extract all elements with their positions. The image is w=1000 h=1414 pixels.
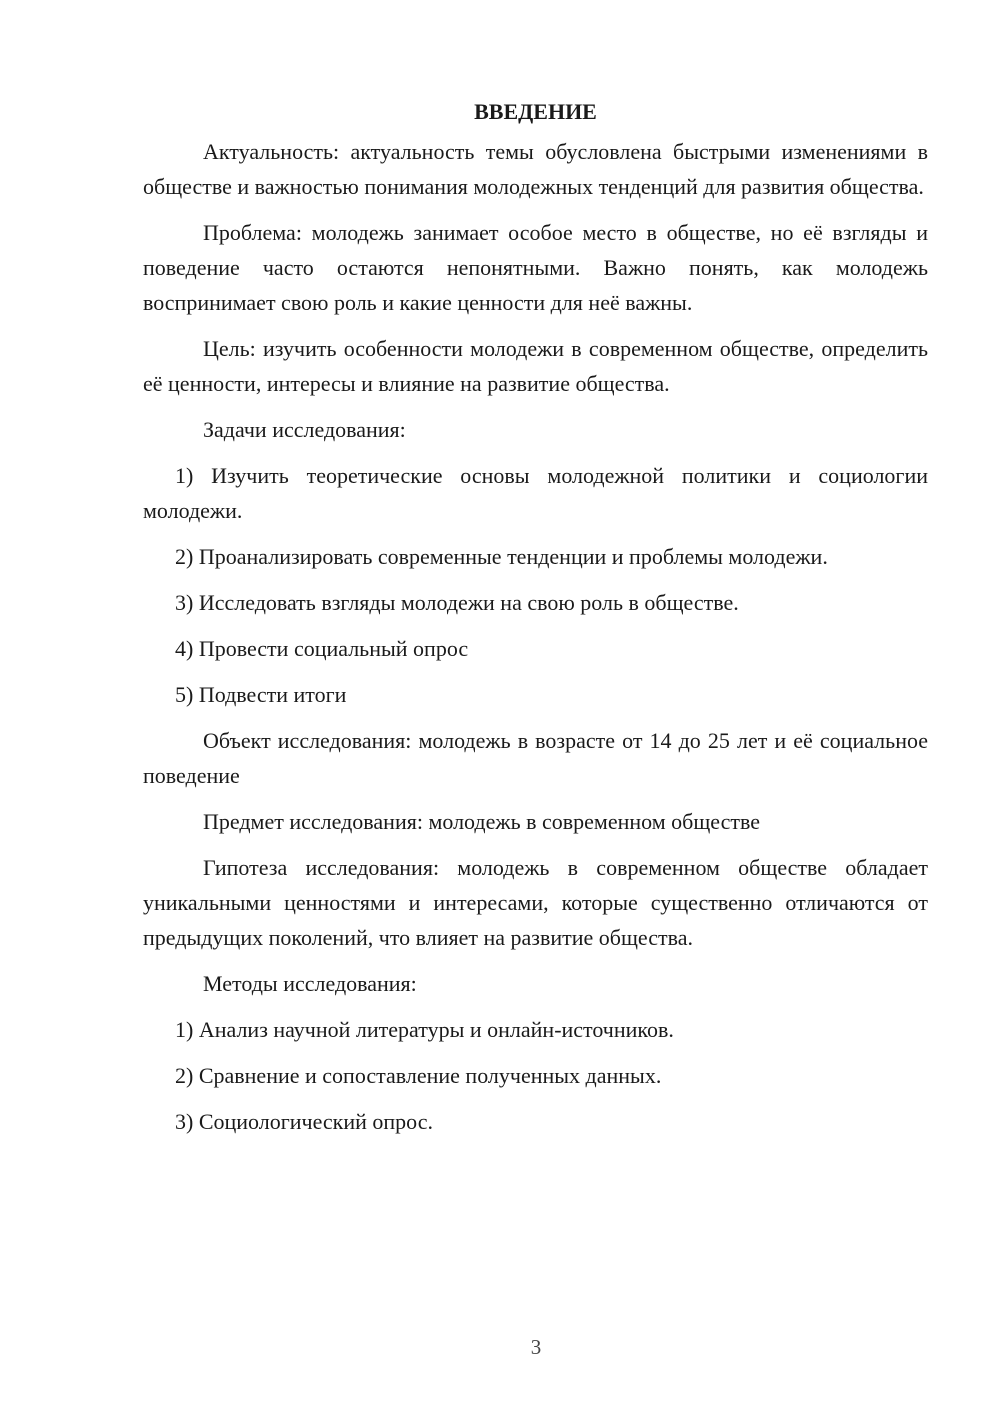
problem-paragraph: Проблема: молодежь занимает особое место в обществе, но её взгляды и поведение часто остаются непонятными. Важно понять, как молодежь воспринимает свою роль и какие ценности для неё важны. <box>143 220 928 315</box>
list-item: 1) Изучить теоретические основы молодежной политики и социологии молодежи. <box>143 463 928 523</box>
methods-title: Методы исследования: <box>203 971 417 996</box>
list-item: 4) Провести социальный опрос <box>175 636 469 661</box>
list-item: 1) Анализ научной литературы и онлайн-источников. <box>175 1017 674 1042</box>
list-item: 5) Подвести итоги <box>175 682 347 707</box>
list-item: 3) Социологический опрос. <box>175 1109 433 1134</box>
list-item: 2) Проанализировать современные тенденции и проблемы молодежи. <box>175 544 828 569</box>
page-content <box>143 94 928 1139</box>
page-number: 3 <box>530 1335 542 1359</box>
goal-paragraph: Цель: изучить особенности молодежи в современном обществе, определить её ценности, интересы и влияние на развитие общества. <box>143 336 928 396</box>
list-item: 3) Исследовать взгляды молодежи на свою роль в обществе. <box>175 590 739 615</box>
tasks-list <box>143 458 928 712</box>
subject-paragraph: Предмет исследования: молодежь в современном обществе <box>203 809 761 834</box>
relevance-paragraph: Актуальность: актуальность темы обусловлена быстрыми изменениями в обществе и важностью понимания молодежных тенденций для развития общества. <box>143 139 928 199</box>
tasks-title: Задачи исследования: <box>203 417 406 442</box>
methods-list <box>143 1012 928 1139</box>
section-heading: ВВЕДЕНИЕ <box>474 99 597 124</box>
hypothesis-paragraph: Гипотеза исследования: молодежь в современном обществе обладает уникальными ценностями и интересами, которые существенно отличаются от предыдущих поколений, что влияет на развитие общества. <box>143 855 928 950</box>
object-paragraph: Объект исследования: молодежь в возрасте от 14 до 25 лет и её социальное поведение <box>143 728 928 788</box>
list-item: 2) Сравнение и сопоставление полученных данных. <box>175 1063 662 1088</box>
